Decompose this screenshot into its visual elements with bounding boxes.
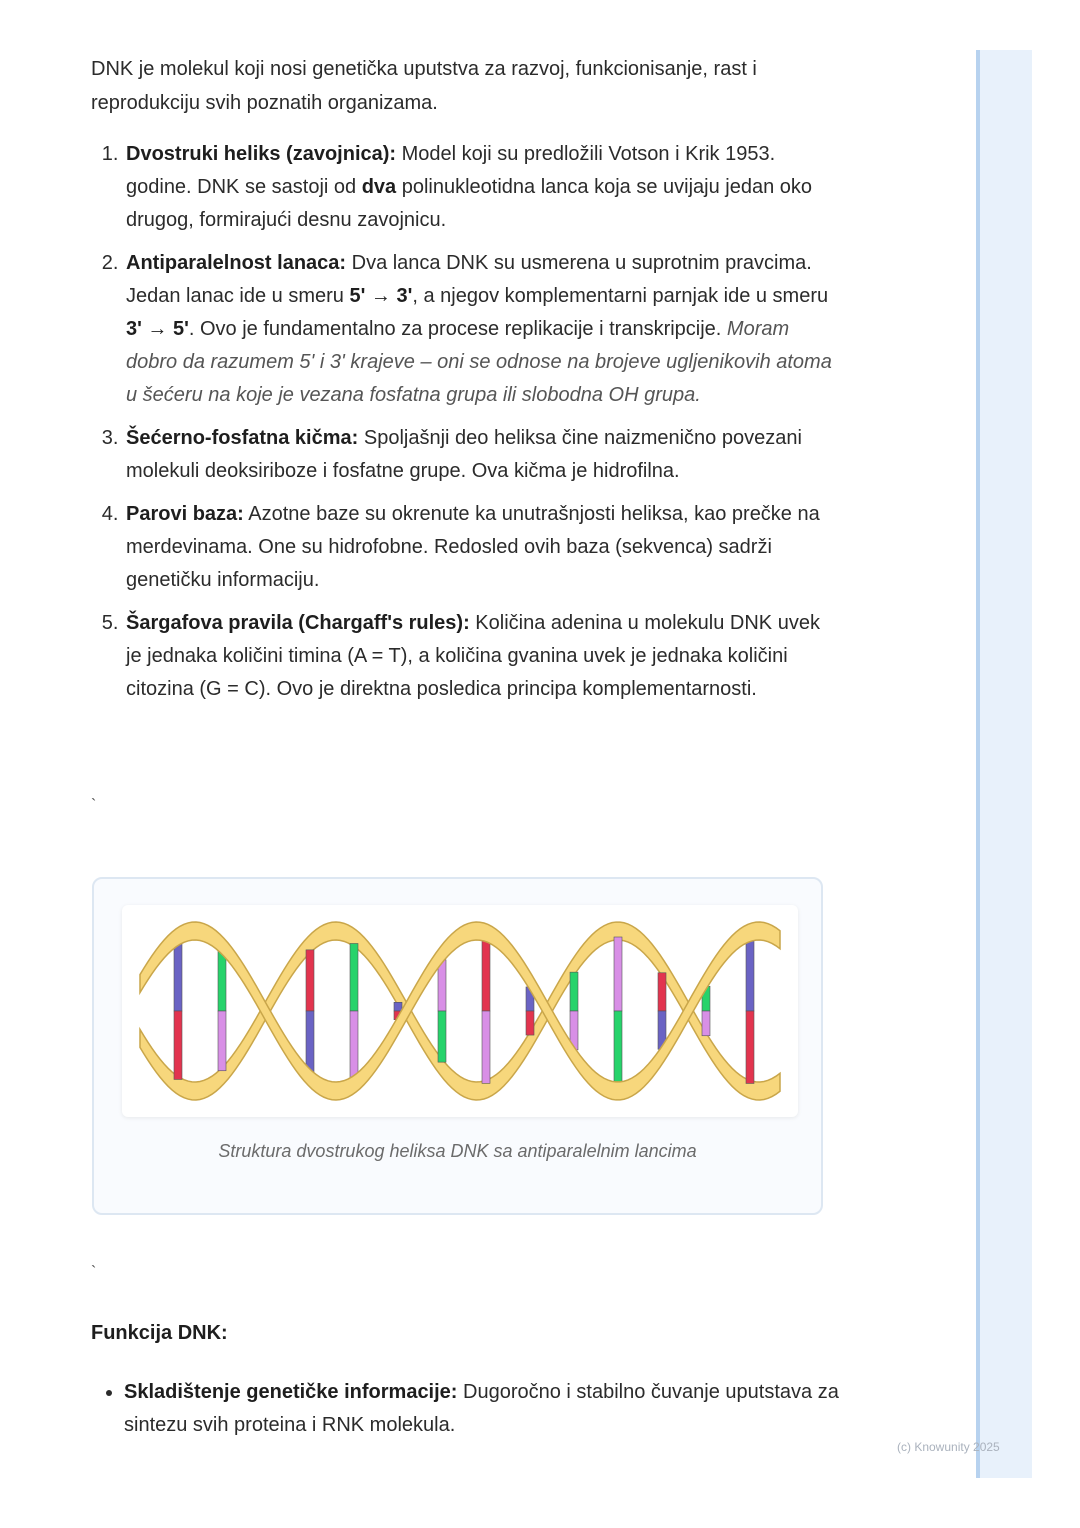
list-item xyxy=(124,1376,869,1442)
item-title: Dvostruki heliks (zavojnica): xyxy=(126,143,397,165)
base-pair-rung xyxy=(438,1011,446,1062)
base-pair-rung xyxy=(350,943,358,1011)
list-item xyxy=(124,607,836,706)
item-emphasis: dva xyxy=(361,176,397,198)
base-pair-rung xyxy=(174,943,182,1011)
item-text: Dva lanca DNK su usmerena u suprotnim pravcima. Jedan lanac ide u smeru xyxy=(126,252,812,307)
base-pair-rung xyxy=(614,937,622,1011)
base-pair-rung xyxy=(614,1011,622,1085)
item-text: . Ovo je fundamentalno za procese replikacije i transkripcije. xyxy=(188,318,727,340)
intro-paragraph: DNK je molekul koji nosi genetička uputstva za razvoj, funkcionisanje, rast i reprodukciju svih poznatih organizama. xyxy=(91,58,757,114)
figure-caption: Struktura dvostrukog heliksa DNK sa antiparalelnim lancima xyxy=(218,1141,697,1161)
item-text: Model koji su predložili Votson i Krik 1953. godine. DNK se sastoji od xyxy=(126,143,776,198)
list-item xyxy=(124,138,836,237)
item-note: Moram dobro da razumem 5' i 3' krajeve – oni se odnose na brojeve ugljenikovih atoma u šećeru na koje je vezana fosfatna grupa ili slobodna OH grupa. xyxy=(126,318,832,406)
item-text: , a njegov komplementarni parnjak ide u smeru xyxy=(412,285,829,307)
dna-properties-list xyxy=(91,138,836,706)
list-item xyxy=(124,422,836,488)
base-pair-rung xyxy=(306,1011,314,1072)
base-pair-rung xyxy=(658,973,666,1011)
item-text: Azotne baze su okrenute ka unutrašnjosti heliksa, kao prečke na merdevinama. One su hidrofobne. Redosled ovih baza (sekvenca) sadrži genetičku informaciju. xyxy=(126,503,820,591)
item-title: Antiparalelnost lanaca: xyxy=(126,252,347,274)
list-item xyxy=(124,498,836,597)
item-emphasis: 3' → 5' xyxy=(126,318,189,340)
base-pair-rung xyxy=(482,939,490,1011)
base-pair-rung xyxy=(482,1011,490,1083)
stray-backtick: ` xyxy=(91,797,97,814)
right-margin-bar xyxy=(976,50,1032,1478)
base-pair-rung xyxy=(306,950,314,1011)
base-pair-rung xyxy=(702,1011,710,1036)
base-pair-rung xyxy=(394,1002,402,1011)
watermark: (c) Knowunity 2025 xyxy=(897,1440,1000,1454)
item-text: Dugoročno i stabilno čuvanje uputstava za sintezu svih proteina i RNK molekula. xyxy=(124,1381,839,1436)
base-pair-rung xyxy=(746,939,754,1011)
base-pair-rung xyxy=(570,972,578,1011)
base-pair-rung xyxy=(218,1011,226,1071)
dna-illustration-frame xyxy=(122,905,798,1117)
stray-backtick: ` xyxy=(91,1264,97,1281)
document-body xyxy=(91,52,836,716)
base-pair-rung xyxy=(350,1011,358,1079)
base-pair-rung xyxy=(526,1011,534,1035)
item-title: Šargafova pravila (Chargaff's rules): xyxy=(126,612,470,634)
list-item xyxy=(124,247,836,412)
dna-functions-list xyxy=(91,1376,869,1442)
dna-figure xyxy=(92,877,823,1215)
item-text: Spoljašnji deo heliksa čine naizmenično povezani molekuli deoksiriboze i fosfatne grupe. Ova kičma je hidrofilna. xyxy=(126,427,802,482)
item-title: Šećerno-fosfatna kičma: xyxy=(126,427,359,449)
item-title: Skladištenje genetičke informacije: xyxy=(124,1381,458,1403)
base-pair-rung xyxy=(218,951,226,1011)
item-text: Količina adenina u molekulu DNK uvek je jednaka količini timina (A = T), a količina gvanina uvek je jednaka količini citozina (G = C). Ovo je direktna posledica principa komplementarnosti. xyxy=(126,612,820,700)
section-title: Funkcija DNK: xyxy=(91,1322,228,1344)
item-emphasis: 5' → 3' xyxy=(349,285,413,307)
dna-helix-illustration xyxy=(122,905,798,1117)
dna-strand-front xyxy=(140,922,780,1100)
item-text: polinukleotidna lanca koja se uvijaju jedan oko drugog, formirajući desnu zavojnicu. xyxy=(126,176,812,231)
item-title: Parovi baza: xyxy=(126,503,244,525)
base-pair-rung xyxy=(746,1011,754,1083)
base-pair-rung xyxy=(174,1011,182,1079)
